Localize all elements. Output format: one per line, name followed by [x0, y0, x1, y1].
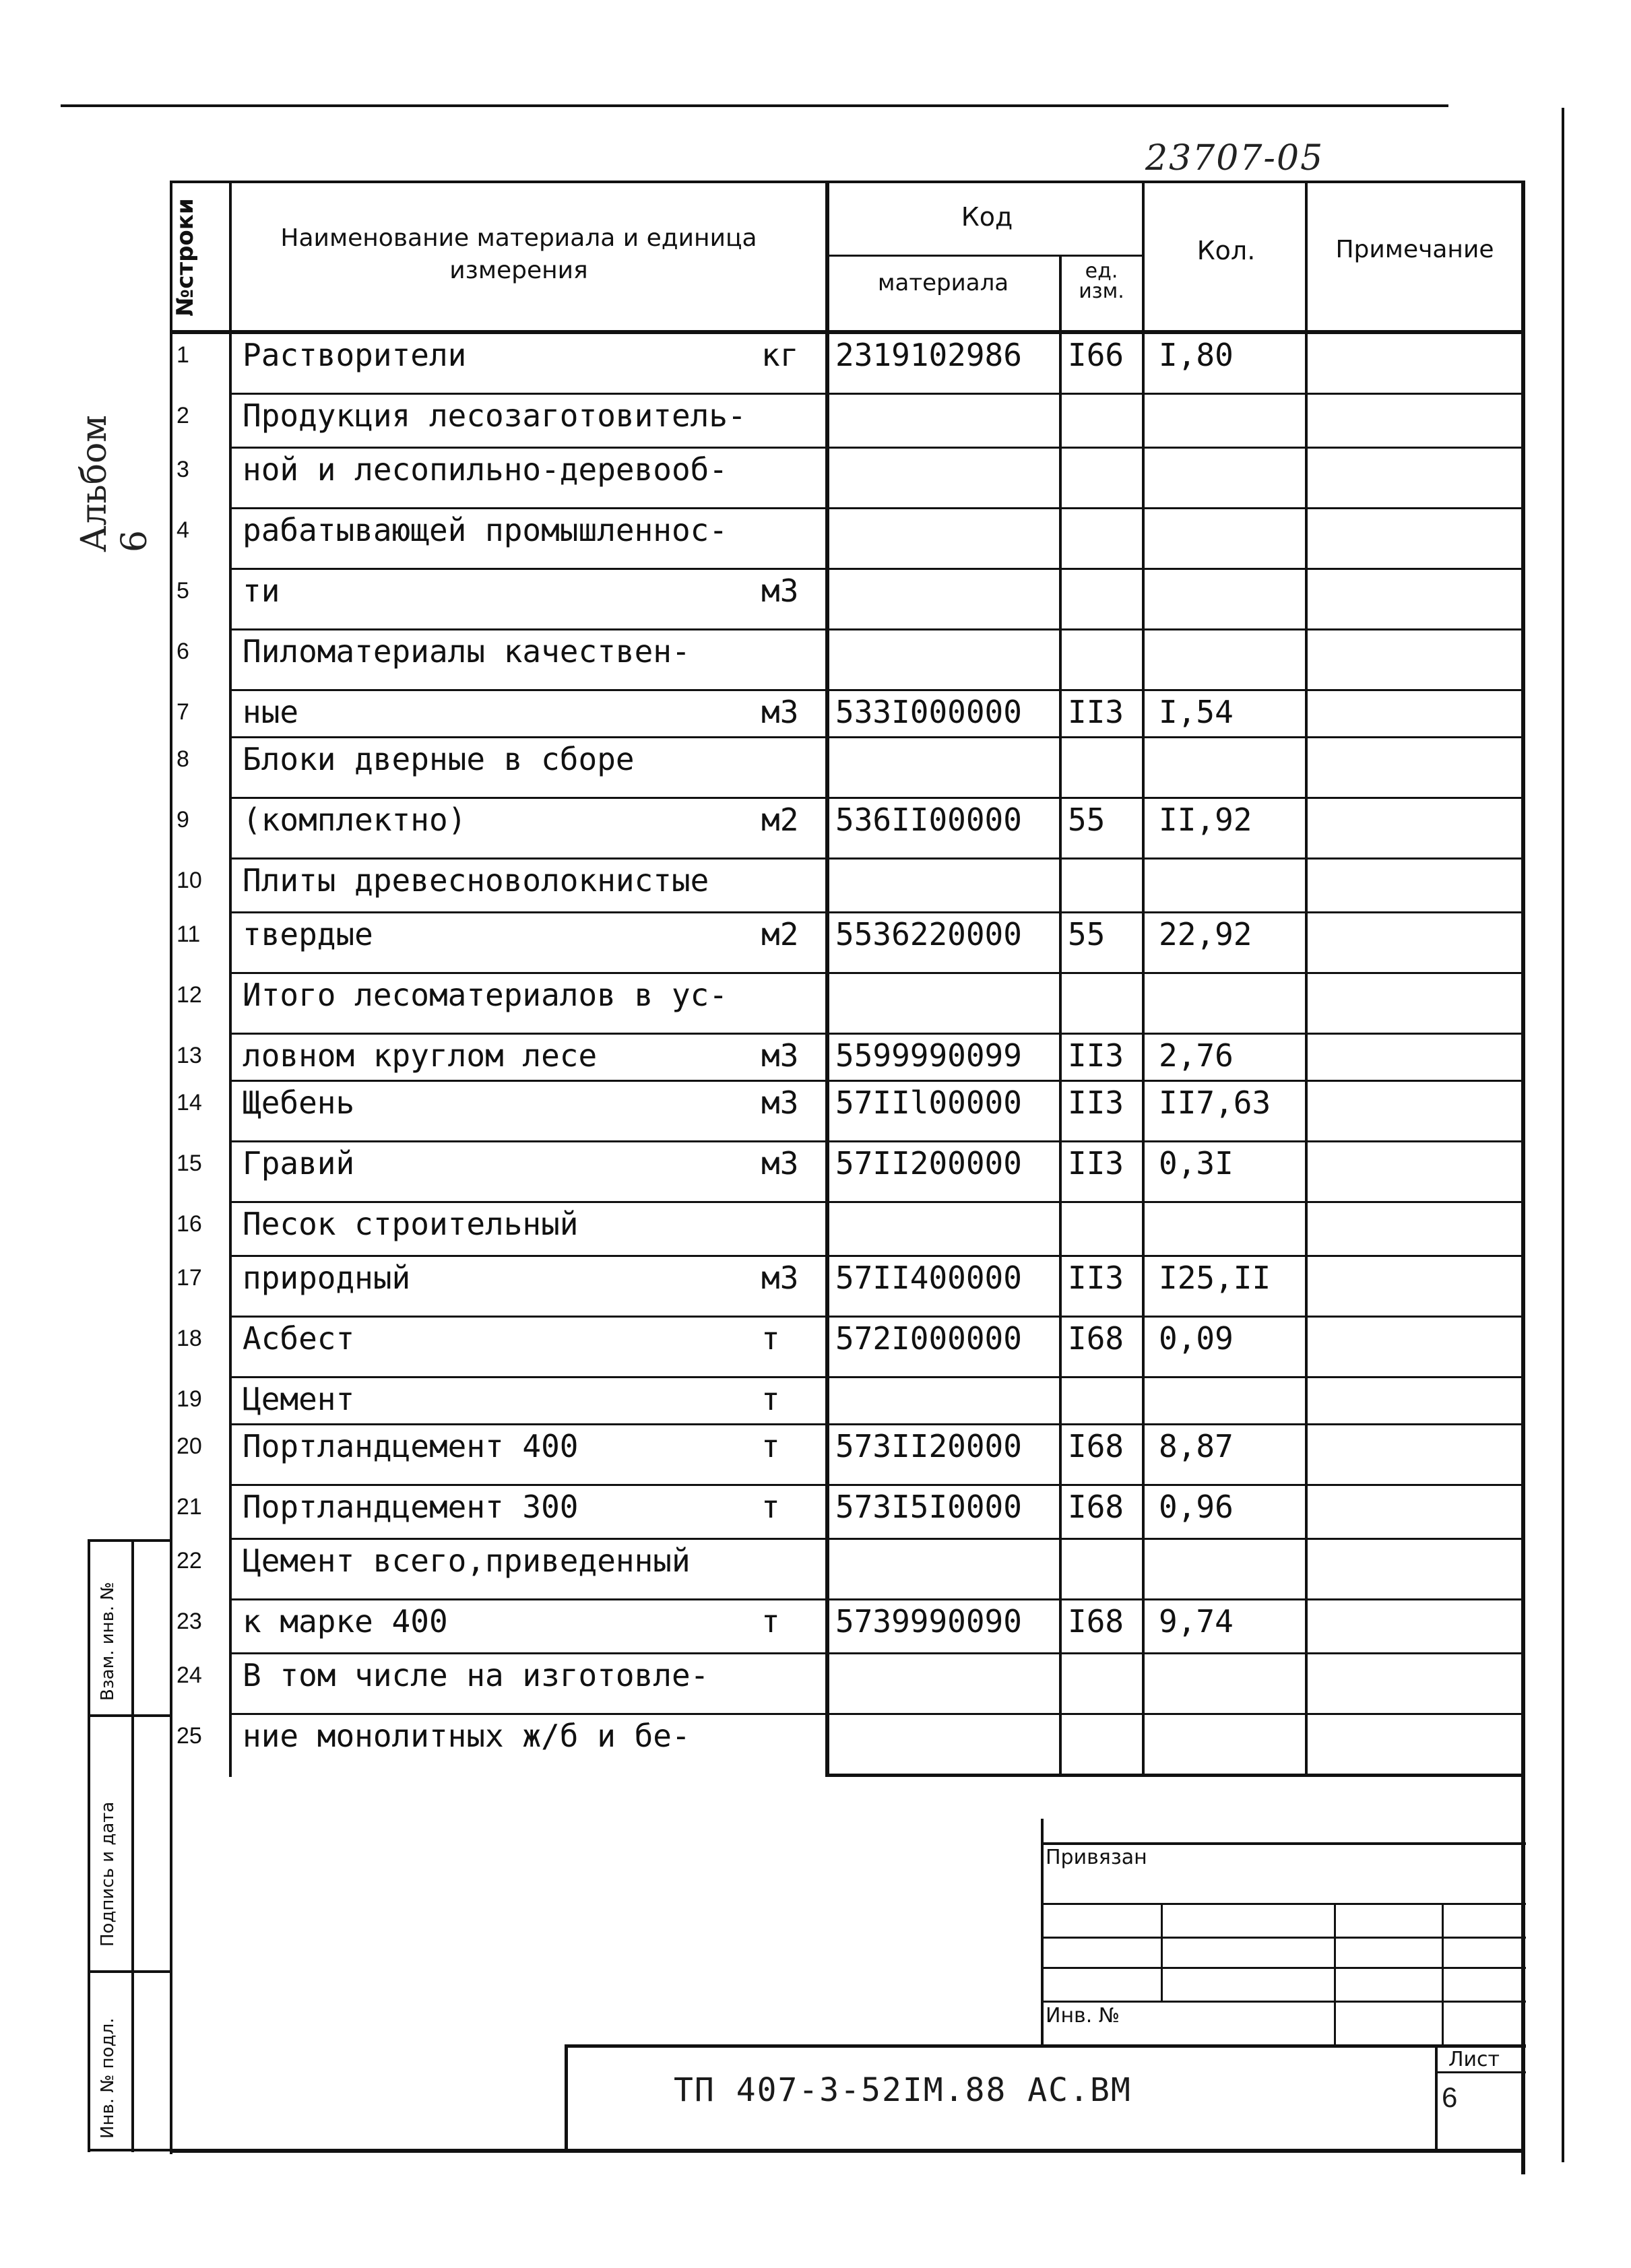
unit: м3: [761, 1145, 799, 1181]
material-name: Цемент: [243, 1381, 355, 1417]
quantity: 0,09: [1159, 1320, 1234, 1357]
sheet-number: 6: [1442, 2081, 1458, 2113]
unit: м3: [761, 573, 799, 609]
row-number: 23: [177, 1609, 202, 1634]
row-number: 20: [177, 1433, 202, 1459]
row-number: 12: [177, 982, 202, 1008]
row-number: 15: [177, 1151, 202, 1176]
material-name: Портландцемент 400: [243, 1428, 579, 1464]
handwritten-number: 23707-05: [1145, 138, 1324, 179]
row-number: 7: [177, 699, 189, 725]
unit: т: [761, 1428, 780, 1464]
unit-code-header: ед. изм.: [1079, 259, 1124, 303]
row-number: 16: [177, 1211, 202, 1237]
unit-code: II3: [1068, 1145, 1124, 1181]
quantity: II7,63: [1159, 1084, 1271, 1121]
row-number: 13: [177, 1043, 202, 1068]
attached-label: Привязан: [1046, 1846, 1147, 1869]
quantity: 22,92: [1159, 916, 1252, 952]
material-name: Пиломатериалы качествен-: [243, 633, 691, 670]
row-number: 17: [177, 1265, 202, 1291]
material-name: Продукция лесозаготовитель-: [243, 397, 746, 434]
material-name: Плиты древесноволокнистые: [243, 862, 709, 899]
material-code: 5739990090: [835, 1603, 1022, 1640]
row-number: 24: [177, 1662, 202, 1688]
material-name: Асбест: [243, 1320, 355, 1357]
unit: м2: [761, 802, 799, 838]
row-number: 25: [177, 1723, 202, 1749]
unit: м2: [761, 916, 799, 952]
quantity-header: Кол.: [1196, 236, 1256, 265]
material-code: 533I000000: [835, 694, 1022, 730]
inv-orig-label: Инв. № подл.: [98, 2017, 118, 2139]
unit: т: [761, 1603, 780, 1640]
unit: т: [761, 1320, 780, 1357]
quantity: 0,3I: [1159, 1145, 1234, 1181]
unit-code: II3: [1068, 1084, 1124, 1121]
unit: м3: [761, 694, 799, 730]
row-number: 8: [177, 746, 189, 772]
material-code: 572I000000: [835, 1320, 1022, 1357]
row-number: 10: [177, 868, 202, 893]
quantity: I,80: [1159, 337, 1234, 373]
unit: м3: [761, 1084, 799, 1121]
sheet-label: Лист: [1448, 2048, 1500, 2071]
unit-code: 55: [1068, 916, 1106, 952]
row-number: 6: [177, 639, 189, 664]
unit-code: 55: [1068, 802, 1106, 838]
material-name: Цемент всего,приведенный: [243, 1543, 691, 1579]
material-name: Растворители: [243, 337, 467, 373]
row-number: 5: [177, 578, 189, 604]
quantity: I25,II: [1159, 1260, 1271, 1296]
unit-code: I68: [1068, 1489, 1124, 1525]
row-number: 2: [177, 403, 189, 428]
material-name: Гравий: [243, 1145, 355, 1181]
unit: т: [761, 1489, 780, 1525]
quantity: 9,74: [1159, 1603, 1234, 1640]
unit-code: II3: [1068, 1037, 1124, 1074]
material-code: 5536220000: [835, 916, 1022, 952]
material-name: Блоки дверные в сборе: [243, 741, 635, 777]
material-name: ные: [243, 694, 299, 730]
row-number: 14: [177, 1090, 202, 1115]
material-code: 57IIl00000: [835, 1084, 1022, 1121]
quantity: 2,76: [1159, 1037, 1234, 1074]
unit: м3: [761, 1037, 799, 1074]
quantity: II,92: [1159, 802, 1252, 838]
name-header: Наименование материала и единица измерения: [280, 224, 757, 284]
code-header: Код: [961, 202, 1013, 232]
material-name: ние монолитных ж/б и бе-: [243, 1718, 691, 1754]
row-number: 4: [177, 517, 189, 543]
quantity: 0,96: [1159, 1489, 1234, 1525]
material-code: 536II00000: [835, 802, 1022, 838]
material-code: 57II400000: [835, 1260, 1022, 1296]
material-name: (комплектно): [243, 802, 467, 838]
unit-code: I68: [1068, 1428, 1124, 1464]
material-name: твердые: [243, 916, 373, 952]
material-name: природный: [243, 1260, 411, 1296]
unit-code: II3: [1068, 694, 1124, 730]
material-code-header: материала: [877, 269, 1009, 296]
document-code: ТП 407-3-52IМ.88 АС.ВМ: [674, 2071, 1132, 2109]
material-name: рабатывающей промышленнос-: [243, 512, 728, 548]
quantity: 8,87: [1159, 1428, 1234, 1464]
material-code: 5599990099: [835, 1037, 1022, 1074]
unit-code: I68: [1068, 1320, 1124, 1357]
material-name: ловном круглом лесе: [243, 1037, 598, 1074]
material-code: 573I5I0000: [835, 1489, 1022, 1525]
unit: кг: [761, 337, 799, 373]
row-number: 22: [177, 1548, 202, 1574]
row-number-header: №строки: [172, 198, 199, 317]
unit: т: [761, 1381, 780, 1417]
material-name: Портландцемент 300: [243, 1489, 579, 1525]
unit-code: I66: [1068, 337, 1124, 373]
unit-code: II3: [1068, 1260, 1124, 1296]
unit-code: I68: [1068, 1603, 1124, 1640]
material-name: Песок строительный: [243, 1206, 579, 1242]
material-code: 573II20000: [835, 1428, 1022, 1464]
row-number: 11: [177, 921, 201, 947]
material-name: ти: [243, 573, 280, 609]
note-header: Примечание: [1335, 236, 1494, 263]
row-number: 1: [177, 342, 189, 368]
material-name: В том числе на изготовле-: [243, 1657, 709, 1693]
material-name: Итого лесоматериалов в ус-: [243, 977, 728, 1013]
row-number: 21: [177, 1494, 202, 1520]
material-code: 2319102986: [835, 337, 1022, 373]
material-name: Щебень: [243, 1084, 355, 1121]
row-number: 9: [177, 807, 189, 833]
top-right-rule: [1562, 108, 1564, 2162]
row-number: 18: [177, 1326, 202, 1351]
sign-date-label: Подпись и дата: [98, 1801, 118, 1947]
top-rule: [61, 104, 1448, 107]
material-code: 57II200000: [835, 1145, 1022, 1181]
quantity: I,54: [1159, 694, 1234, 730]
inv-no-label: Инв. №: [1046, 2004, 1120, 2028]
album-label: Альбом 6: [74, 415, 155, 552]
material-name: ной и лесопильно-деревооб-: [243, 451, 728, 488]
vzam-label: Взам. инв. №: [98, 1582, 118, 1701]
row-number: 19: [177, 1386, 202, 1412]
unit: м3: [761, 1260, 799, 1296]
material-name: к марке 400: [243, 1603, 448, 1640]
row-number: 3: [177, 457, 189, 482]
